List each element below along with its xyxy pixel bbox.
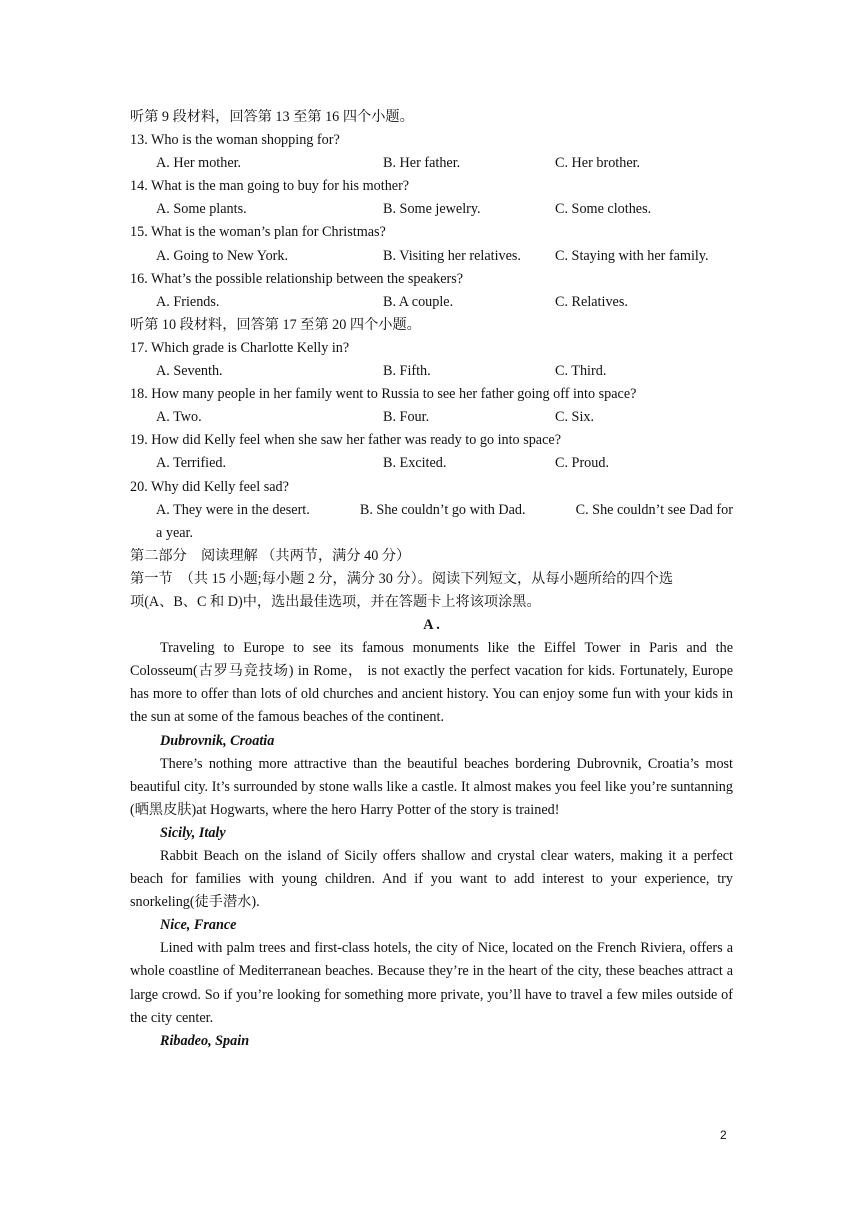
option-c: C. Relatives. <box>555 293 628 310</box>
section-1-instruction-line-2: 项(A、B、C 和 D)中，选出最佳选项，并在答题卡上将该项涂黑。 <box>130 593 541 610</box>
question-block-15 <box>130 221 733 267</box>
options-20 <box>130 499 733 522</box>
option-a: A. Friends. <box>156 293 220 310</box>
place-text-dubrovnik: There’s nothing more attractive than the beautiful beaches bordering Dubrovnik, Croatia’s most beautiful city. It’s surrounded by stone walls like a castle. It almost makes you feel like you’re suntanning (晒黑皮肤)at Hogwarts, where the hero Harry Potter of the story is trained! <box>130 755 733 818</box>
option-b: B. Visiting her relatives. <box>383 247 521 264</box>
option-c: C. Her brother. <box>555 155 641 172</box>
page-number: 2 <box>720 1128 727 1142</box>
place-heading-nice: Nice, France <box>160 917 237 934</box>
question-block-18 <box>130 383 733 429</box>
option-a: A. Her mother. <box>156 155 242 172</box>
option-c: C. Six. <box>555 409 595 426</box>
option-a: A. Terrified. <box>156 455 227 472</box>
question-15: 15. What is the woman’s plan for Christmas? <box>130 224 386 241</box>
options-14 <box>130 198 733 221</box>
question-block-16 <box>130 268 733 314</box>
option-a: A. Seventh. <box>156 363 223 380</box>
place-heading-dubrovnik: Dubrovnik, Croatia <box>160 732 275 749</box>
option-b: B. A couple. <box>383 293 454 310</box>
place-text-nice: Lined with palm trees and first-class hotels, the city of Nice, located on the French Riviera, offers a whole coastline of Mediterranean beaches. Because they’re in the heart of the city, these beaches attract a large crowd. So if you’re looking for something more private, you’ll have to travel a few miles outside of the city center. <box>130 940 733 1026</box>
question-18: 18. How many people in her family went to Russia to see her father going off into space? <box>130 386 637 403</box>
options-16 <box>130 291 733 314</box>
option-b: B. Excited. <box>383 455 447 472</box>
question-block-20 <box>130 476 733 545</box>
option-c: C. Proud. <box>555 455 609 472</box>
passage-intro: Traveling to Europe to see its famous monuments like the Eiffel Tower in Paris and the Colosseum(古罗马竞技场) in Rome， is not exactly the perfect vacation for kids. Fortunately, Europe has more to offer than lots of old churches and ancient history. You can enjoy some fun with your kids in the sun at some of the famous beaches of the continent. <box>130 640 733 726</box>
options-19 <box>130 452 733 475</box>
options-18 <box>130 406 733 429</box>
option-c: C. She couldn’t see Dad for <box>575 501 733 518</box>
part-2-heading: 第二部分 阅读理解 （共两节，满分 40 分） <box>130 547 411 564</box>
question-14: 14. What is the man going to buy for his mother? <box>130 178 410 195</box>
question-16: 16. What’s the possible relationship between the speakers? <box>130 270 464 287</box>
options-17 <box>130 360 733 383</box>
option-b: B. Her father. <box>383 155 461 172</box>
option-a: A. Going to New York. <box>156 247 289 264</box>
question-block-17 <box>130 337 733 383</box>
section-1-instruction-line-1: 第一节 （共 15 小题;每小题 2 分，满分 30 分）。阅读下列短文，从每小题所给的四个选 <box>130 570 674 587</box>
option-c: C. Some clothes. <box>555 201 652 218</box>
option-c-continuation: a year. <box>156 524 194 541</box>
option-a: A. Some plants. <box>156 201 247 218</box>
document-page <box>130 106 733 1053</box>
option-b: B. Fifth. <box>383 363 431 380</box>
question-19: 19. How did Kelly feel when she saw her father was ready to go into space? <box>130 432 562 449</box>
question-20: 20. Why did Kelly feel sad? <box>130 478 289 495</box>
options-13 <box>130 152 733 175</box>
option-a: A. Two. <box>156 409 202 426</box>
place-text-sicily: Rabbit Beach on the island of Sicily offers shallow and crystal clear waters, making it a perfect beach for families with young children. And if you want to add interest to your experience, try snorkeling(徒手潜水). <box>130 848 733 911</box>
section-10-instruction: 听第 10 段材料，回答第 17 至第 20 四个小题。 <box>130 316 421 333</box>
question-block-19 <box>130 429 733 475</box>
place-heading-ribadeo: Ribadeo, Spain <box>160 1032 250 1049</box>
question-13: 13. Who is the woman shopping for? <box>130 132 340 149</box>
option-c: C. Third. <box>555 363 607 380</box>
option-a: A. They were in the desert. <box>156 501 310 518</box>
question-block-14 <box>130 175 733 221</box>
option-c: C. Staying with her family. <box>555 247 709 264</box>
option-b: B. Some jewelry. <box>383 201 481 218</box>
section-9-instruction: 听第 9 段材料，回答第 13 至第 16 四个小题。 <box>130 109 414 125</box>
question-block-13 <box>130 129 733 175</box>
passage-label: A . <box>423 617 440 634</box>
question-17: 17. Which grade is Charlotte Kelly in? <box>130 339 350 356</box>
place-heading-sicily: Sicily, Italy <box>160 824 226 841</box>
option-b: B. Four. <box>383 409 430 426</box>
options-15 <box>130 245 733 268</box>
option-b: B. She couldn’t go with Dad. <box>359 501 526 518</box>
